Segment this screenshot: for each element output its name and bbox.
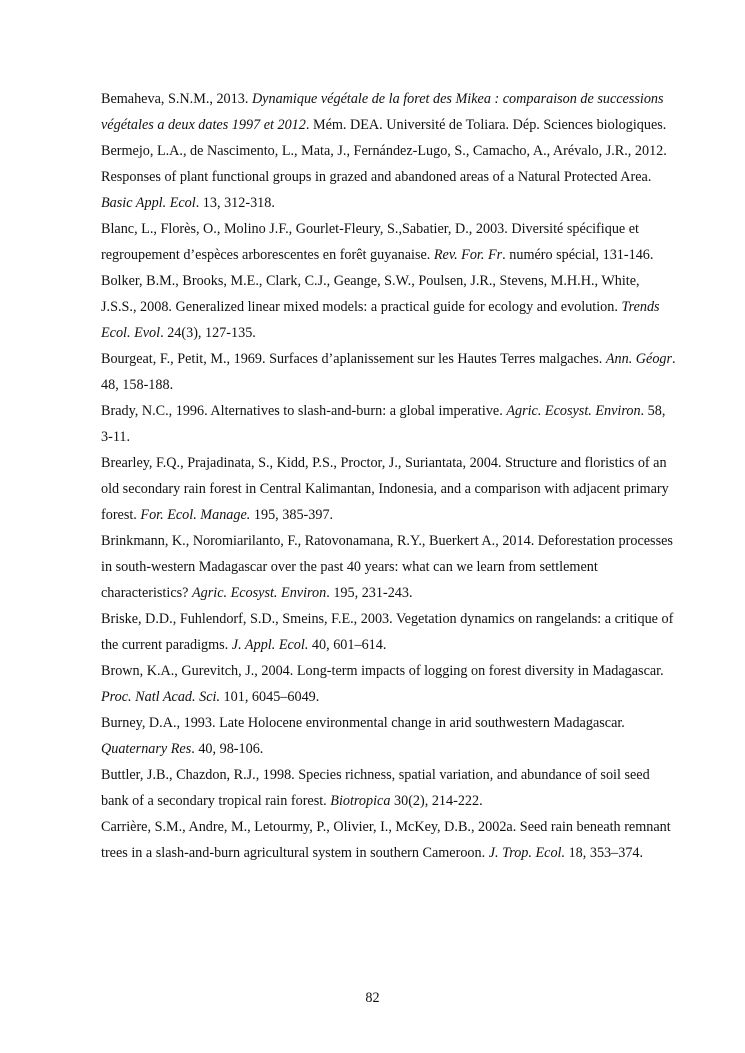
reference-entry: [101, 762, 676, 814]
reference-details: . 24(3), 127-135.: [160, 325, 256, 341]
reference-details: 195, 385-397.: [250, 507, 334, 523]
reference-source: Agric. Ecosyst. Environ: [191, 585, 327, 601]
reference-source: Quaternary Res: [101, 741, 192, 757]
reference-source: Agric. Ecosyst. Environ: [506, 403, 641, 419]
reference-authors-title: Bolker, B.M., Brooks, M.E., Clark, C.J., Geange, S.W., Poulsen, J.R., Stevens, M.H.H., White, J.S.S., 2008. Generalized linear mixed models: a practical guide for ecology and evolution.: [101, 273, 640, 315]
reference-entry: [101, 710, 676, 762]
reference-authors-title: Burney, D.A., 1993. Late Holocene environmental change in arid southwestern Madagascar.: [101, 715, 625, 731]
reference-authors-title: Bemaheva, S.N.M., 2013.: [101, 91, 252, 107]
reference-authors-title: Brown, K.A., Gurevitch, J., 2004. Long-term impacts of logging on forest diversity in Madagascar.: [101, 663, 664, 679]
reference-entry: [101, 606, 676, 658]
reference-source: For. Ecol. Manage.: [140, 507, 251, 523]
reference-details: . 13, 312-318.: [195, 195, 275, 211]
reference-authors-title: Blanc, L., Florès, O., Molino J.F., Gourlet-Fleury, S.,Sabatier, D., 2003. Diversité spécifique et regroupement d’espèces arborescentes en forêt guyanaise.: [101, 221, 639, 263]
reference-authors-title: Bourgeat, F., Petit, M., 1969. Surfaces d’aplanissement sur les Hautes Terres malgaches.: [101, 351, 606, 367]
reference-authors-title: Briske, D.D., Fuhlendorf, S.D., Smeins, F.E., 2003. Vegetation dynamics on rangelands: a critique of the current paradigms.: [101, 611, 674, 653]
reference-authors-title: Buttler, J.B., Chazdon, R.J., 1998. Species richness, spatial variation, and abundance of soil seed bank of a secondary tropical rain forest.: [101, 767, 650, 809]
reference-details: 30(2), 214-222.: [390, 793, 483, 809]
reference-details: 18, 353–374.: [565, 845, 644, 861]
reference-authors-title: Bermejo, L.A., de Nascimento, L., Mata, J., Fernández-Lugo, S., Camacho, A., Arévalo, J.R., 2012. Responses of plant functional groups in grazed and abandoned areas of a Natural Protected Area.: [101, 143, 667, 185]
reference-entry: [101, 450, 676, 528]
reference-entry: [101, 216, 676, 268]
reference-details: 40, 601–614.: [308, 637, 387, 653]
reference-details: . Mém. DEA. Université de Toliara. Dép. Sciences biologiques.: [305, 117, 667, 133]
reference-details: 101, 6045–6049.: [220, 689, 320, 705]
reference-source: Dynamique végétale de la foret des Mikea : comparaison de successions végétales a deux dates 1997 et 2012: [101, 91, 664, 133]
reference-entry: [101, 658, 676, 710]
reference-source: J. Appl. Ecol.: [231, 637, 309, 653]
reference-source: Biotropica: [330, 793, 391, 809]
reference-entry: [101, 268, 676, 346]
reference-authors-title: Brinkmann, K., Noromiarilanto, F., Ratovonamana, R.Y., Buerkert A., 2014. Deforestation processes in south-western Madagascar over the past 40 years: what can we learn from settlement characteristics?: [101, 533, 673, 601]
reference-entry: [101, 398, 676, 450]
reference-details: . 40, 98-106.: [191, 741, 264, 757]
reference-source: Proc. Natl Acad. Sci.: [101, 689, 220, 705]
reference-source: Basic Appl. Ecol: [101, 195, 196, 211]
reference-entry: [101, 138, 676, 216]
reference-authors-title: Carrière, S.M., Andre, M., Letourmy, P., Olivier, I., McKey, D.B., 2002a. Seed rain beneath remnant trees in a slash-and-burn agricultural system in southern Cameroon.: [101, 819, 671, 861]
reference-entry: [101, 346, 676, 398]
reference-entry: [101, 814, 676, 866]
reference-list: [101, 86, 676, 866]
reference-authors-title: Brady, N.C., 1996. Alternatives to slash-and-burn: a global imperative.: [101, 403, 507, 419]
reference-source: Rev. For. Fr: [433, 247, 503, 263]
reference-source: J. Trop. Ecol.: [488, 845, 566, 861]
reference-source: Ann. Géogr: [605, 351, 673, 367]
reference-details: . 58, 3-11.: [101, 403, 666, 445]
reference-authors-title: Brearley, F.Q., Prajadinata, S., Kidd, P.S., Proctor, J., Suriantata, 2004. Structure and floristics of an old secondary rain forest in Central Kalimantan, Indonesia, and a comparison with adjacent primary forest.: [101, 455, 669, 523]
reference-details: . numéro spécial, 131-146.: [502, 247, 654, 263]
reference-details: . 195, 231-243.: [326, 585, 413, 601]
reference-details: . 48, 158-188.: [101, 351, 676, 393]
page-number: 82: [365, 990, 380, 1006]
reference-source: Trends Ecol. Evol: [101, 299, 660, 341]
reference-entry: [101, 86, 676, 138]
reference-entry: [101, 528, 676, 606]
